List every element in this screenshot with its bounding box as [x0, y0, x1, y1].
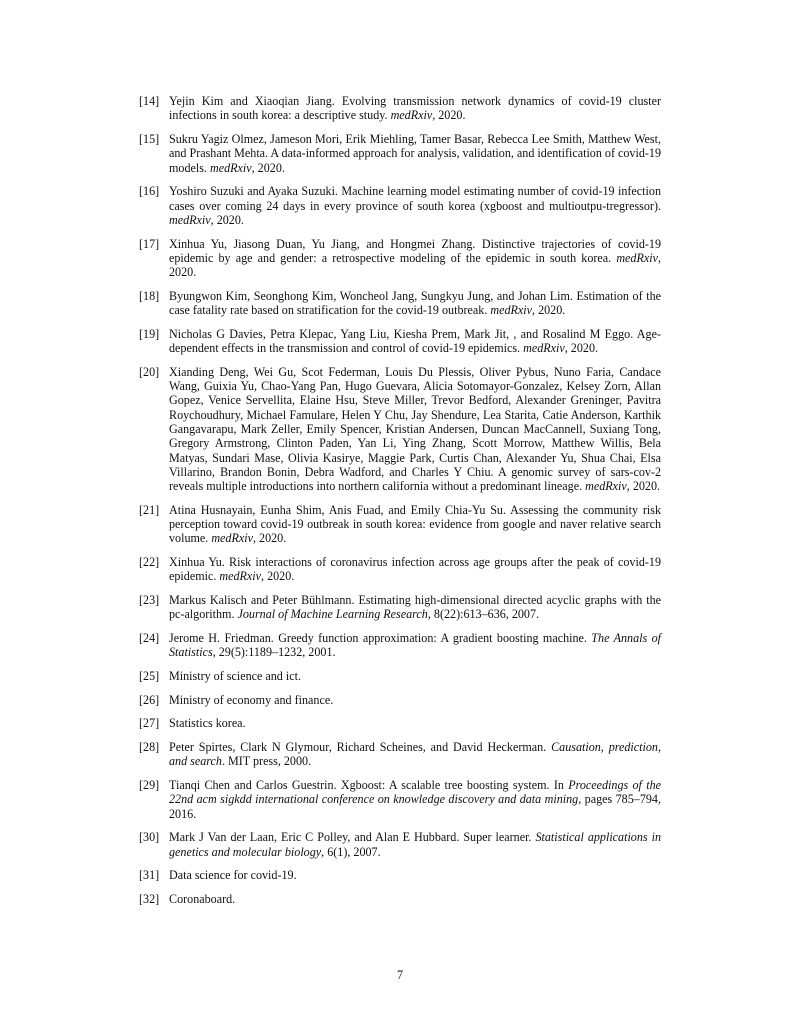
reference-entry: [139, 289, 661, 318]
reference-number: [27]: [139, 716, 160, 731]
reference-number: [14]: [139, 94, 160, 108]
reference-segment: , 2020.: [626, 479, 661, 494]
reference-text: [169, 94, 661, 123]
reference-segment: , 2020.: [252, 531, 287, 546]
reference-entry: [139, 716, 661, 730]
reference-venue: Journal of Machine Learning Research: [237, 607, 428, 622]
reference-venue: medRxiv: [209, 160, 252, 175]
reference-entry: [139, 184, 661, 227]
reference-text: [169, 237, 661, 280]
reference-text: [169, 716, 661, 730]
reference-text: [169, 868, 661, 882]
reference-segment: , 6(1), 2007.: [321, 844, 381, 859]
reference-segment: . MIT press, 2000.: [221, 754, 312, 769]
reference-segment: , 29(5):1189–1232, 2001.: [212, 645, 336, 660]
reference-venue: medRxiv: [585, 479, 627, 494]
reference-segment: Ministry of science and ict.: [169, 669, 301, 684]
reference-segment: Statistics korea.: [169, 716, 246, 731]
reference-number: [25]: [139, 669, 160, 684]
reference-segment: Data science for covid-19.: [169, 868, 297, 883]
reference-segment: Xianding Deng, Wei Gu, Scot Federman, Louis Du Plessis, Oliver Pybus, Nuno Faria, Candace Wang, Guixia Yu, Chao-Yang Pan, Hugo Guevara, Alicia Sotomayor-Gonzalez, Kelsey Zorn, Allan Gopez, Venice Servellita, Elaine Hsu, Steve Miller, Trevor Bedford, Alexander Greninger, Pavitra Roychoudhury, Michael Famulare, Helen Y Chu, Jay Shendure, Lea Starita, Catie Anderson, Karthik Gangavarapu, Mark Zeller, Emily Spencer, Kristian Andersen, Duncan MacCannell, Suxiang Tong, Gregory Armstrong, Clinton Paden, Yan Li, Ying Zhang, Scott Morrow, Matthew Willis, Bela Matyas, Sundari Mase, Olivia Kasirye, Maggie Park, Curtis Chan, Alexander Yu, Shua Chai, Elsa Villarino, Brandon Bonin, Debra Wadford, and Charles Y Chiu. A genomic survey of sars-cov-2 reveals multiple introductions into northern california without a predominant lineage.: [169, 364, 661, 494]
reference-segment: , 2020.: [210, 212, 244, 227]
reference-venue: medRxiv: [390, 108, 433, 123]
reference-entry: [139, 778, 661, 821]
reference-segment: , 2020.: [532, 303, 566, 318]
reference-number: [19]: [139, 326, 160, 341]
reference-entry: [139, 740, 661, 769]
reference-venue: medRxiv: [616, 250, 658, 265]
reference-segment: , 2020.: [432, 108, 466, 123]
reference-entry: [139, 132, 661, 175]
reference-segment: , 8(22):613–636, 2007.: [427, 607, 540, 622]
reference-venue: medRxiv: [523, 341, 565, 356]
reference-text: [169, 892, 661, 906]
reference-text: [169, 184, 661, 227]
reference-number: [16]: [139, 184, 160, 199]
reference-entry: [139, 593, 661, 622]
reference-segment: Yoshiro Suzuki and Ayaka Suzuki. Machine learning model estimating number of covid-19 infection cases over coming 24 days in every province of south korea (xgboost and multioutpu-tregressor).: [169, 184, 661, 213]
reference-text: [169, 365, 661, 494]
reference-venue: The Annals of Statistics: [169, 631, 661, 660]
reference-text: [169, 693, 661, 707]
reference-text: [169, 830, 661, 859]
reference-segment: Yejin Kim and Xiaoqian Jiang. Evolving transmission network dynamics of covid-19 cluster infections in south korea: a descriptive study.: [169, 94, 661, 123]
reference-segment: Markus Kalisch and Peter Bühlmann. Estimating high-dimensional directed acyclic graphs with the pc-algorithm.: [169, 593, 661, 622]
reference-text: [169, 503, 661, 546]
reference-number: [31]: [139, 868, 160, 883]
reference-entry: [139, 892, 661, 906]
reference-text: [169, 593, 661, 622]
reference-entry: [139, 503, 661, 546]
reference-number: [18]: [139, 288, 160, 303]
reference-segment: Coronaboard.: [169, 892, 236, 907]
reference-segment: Tianqi Chen and Carlos Guestrin. Xgboost: A scalable tree boosting system. In: [169, 778, 569, 793]
reference-segment: Xinhua Yu, Jiasong Duan, Yu Jiang, and Hongmei Zhang. Distinctive trajectories of covid-19 epidemic by age and gender: a retrospective modeling of the epidemic in south korea.: [169, 236, 661, 265]
reference-segment: , pages 785–794, 2016.: [169, 792, 661, 821]
reference-number: [24]: [139, 631, 160, 646]
reference-entry: [139, 868, 661, 882]
reference-text: [169, 631, 661, 660]
reference-number: [29]: [139, 778, 160, 793]
reference-venue: medRxiv: [490, 303, 533, 318]
reference-venue: medRxiv: [211, 531, 253, 546]
reference-segment: Ministry of economy and finance.: [169, 692, 334, 707]
reference-entry: [139, 669, 661, 683]
reference-entry: [139, 631, 661, 660]
reference-entry: [139, 693, 661, 707]
page-number: 7: [396, 968, 404, 982]
reference-venue: Proceedings of the 22nd acm sigkdd international conference on knowledge discovery and data mining: [169, 778, 661, 807]
reference-text: [169, 555, 661, 584]
reference-segment: Byungwon Kim, Seonghong Kim, Woncheol Jang, Sungkyu Jung, and Johan Lim. Estimation of the case fatality rate based on stratification for the covid-19 outbreak.: [169, 288, 661, 318]
reference-segment: Mark J Van der Laan, Eric C Polley, and Alan E Hubbard. Super learner.: [169, 830, 536, 845]
reference-venue: Causation, prediction, and search: [169, 740, 661, 769]
reference-number: [30]: [139, 830, 160, 845]
reference-venue: medRxiv: [219, 569, 262, 584]
reference-entry: [139, 94, 661, 123]
reference-segment: Atina Husnayain, Eunha Shim, Anis Fuad, and Emily Chia-Yu Su. Assessing the community risk perception toward covid-19 outbreak in south korea: evidence from google and naver relative search volume.: [169, 502, 661, 546]
reference-text: [169, 740, 661, 769]
reference-segment: , 2020.: [169, 250, 661, 280]
reference-venue: medRxiv: [169, 212, 211, 227]
reference-number: [21]: [139, 502, 160, 517]
reference-segment: Xinhua Yu. Risk interactions of coronavirus infection across age groups after the peak of covid-19 epidemic.: [169, 555, 661, 584]
reference-entry: [139, 555, 661, 584]
reference-number: [20]: [139, 364, 160, 379]
reference-text: [169, 289, 661, 318]
reference-venue: Statistical applications in genetics and molecular biology: [169, 830, 662, 859]
reference-entry: [139, 237, 661, 280]
reference-number: [22]: [139, 555, 160, 570]
reference-text: [169, 132, 661, 175]
reference-entry: [139, 830, 661, 859]
reference-segment: Jerome H. Friedman. Greedy function approximation: A gradient boosting machine.: [169, 631, 592, 646]
reference-segment: , 2020.: [564, 341, 599, 356]
reference-segment: Sukru Yagiz Olmez, Jameson Mori, Erik Miehling, Tamer Basar, Rebecca Lee Smith, Matthew West, and Prashant Mehta. A data-informed approach for analysis, validation, and identification of covid-19 models.: [169, 131, 662, 175]
reference-number: [32]: [139, 892, 160, 907]
reference-segment: Nicholas G Davies, Petra Klepac, Yang Liu, Kiesha Prem, Mark Jit, , and Rosalind M Eggo. Age-dependent effects in the transmission and control of covid-19 epidemics.: [169, 326, 661, 356]
reference-text: [169, 778, 661, 821]
reference-entry: [139, 365, 661, 494]
reference-segment: , 2020.: [251, 160, 285, 175]
reference-number: [23]: [139, 593, 160, 608]
reference-segment: Peter Spirtes, Clark N Glymour, Richard Scheines, and David Heckerman.: [169, 740, 552, 755]
reference-list: [139, 94, 661, 916]
reference-number: [26]: [139, 692, 160, 707]
reference-number: [28]: [139, 740, 160, 755]
reference-text: [169, 327, 661, 356]
reference-entry: [139, 327, 661, 356]
reference-segment: , 2020.: [261, 569, 295, 584]
reference-text: [169, 669, 661, 683]
reference-number: [17]: [139, 236, 160, 251]
reference-number: [15]: [139, 131, 160, 146]
